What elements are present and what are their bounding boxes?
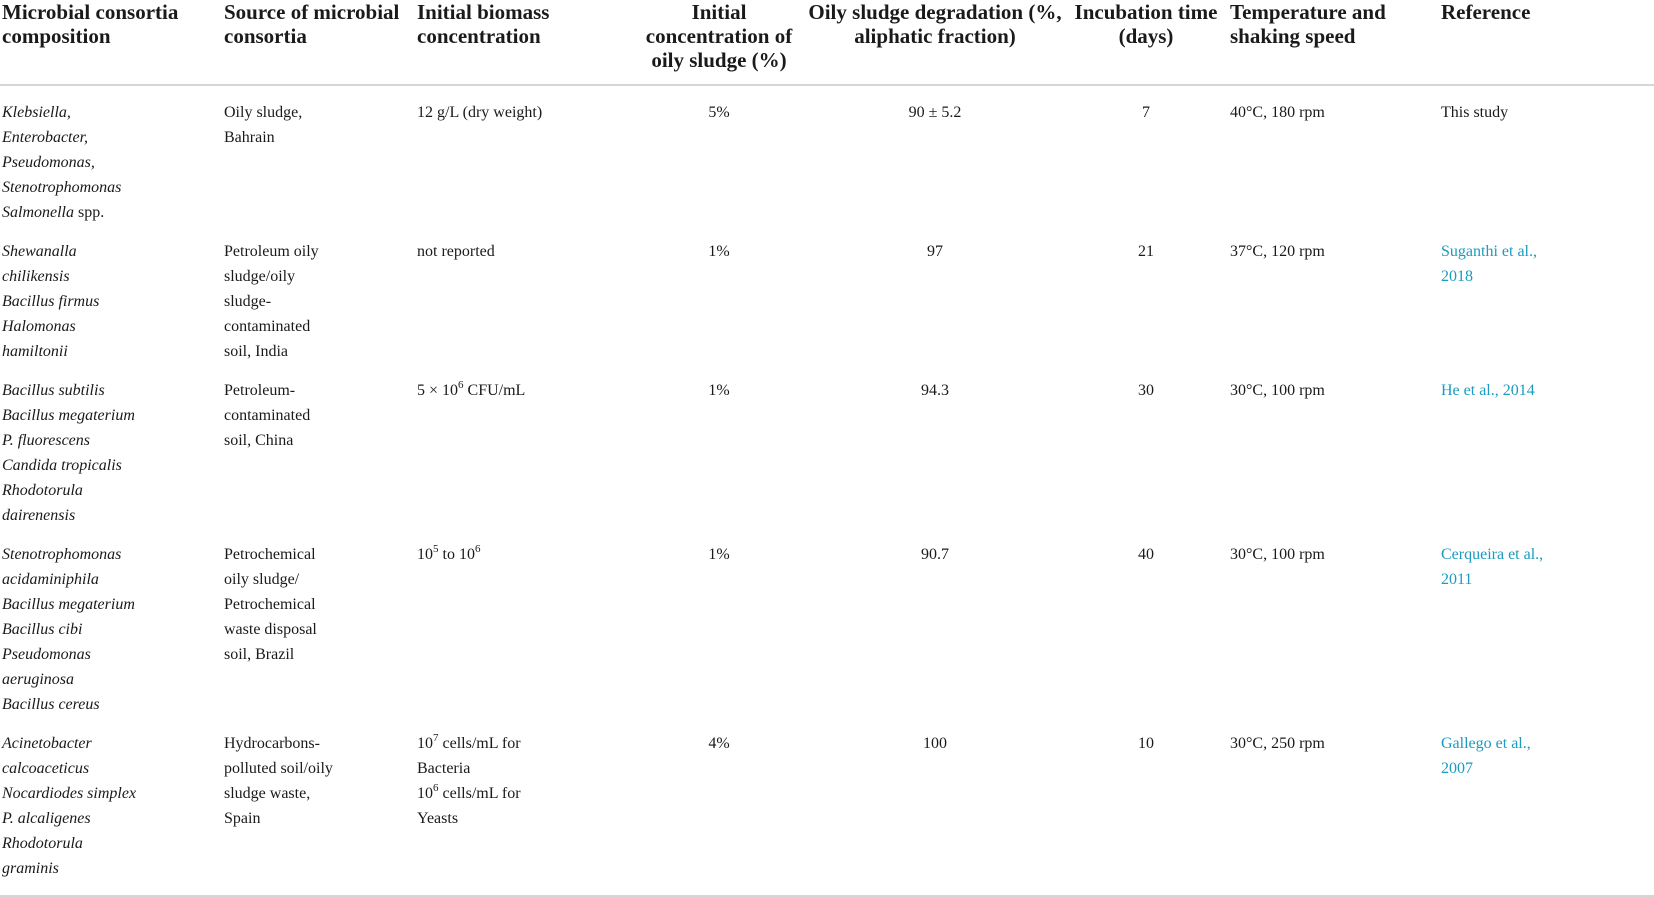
table-row [0, 717, 1654, 896]
header-degradation: Oily sludge degradation (%, aliphatic fraction) [808, 0, 1062, 85]
biomass-cell [417, 717, 630, 896]
source-text: Petrochemical oily sludge/ Petrochemical waste disposal soil, Brazil [224, 546, 317, 663]
biomass-target: Bacteria [417, 760, 471, 777]
biomass-base: 10 [417, 546, 433, 563]
biomass-base: 5 × 10 [417, 382, 459, 399]
sludge-cell: 1% [708, 243, 730, 260]
organism-name: Halomonas [2, 318, 76, 335]
header-temperature: Temperature and shaking speed [1230, 0, 1441, 85]
biomass-line [417, 781, 630, 806]
table-row [0, 225, 1654, 364]
organism-name: Nocardiodes simplex [2, 785, 137, 802]
incubation-cell: 40 [1138, 546, 1154, 563]
organisms-cell [0, 364, 224, 528]
source-text: Petroleum oily sludge/oily sludge- contaminated soil, India [224, 243, 319, 360]
reference-cell [1441, 85, 1654, 225]
temperature-cell: 37°C, 120 rpm [1230, 243, 1325, 260]
biomass-cell [417, 364, 630, 528]
organism-name: hamiltonii [2, 343, 68, 360]
organism-name: Bacillus megaterium [2, 596, 135, 613]
organism-name: Acinetobacter [2, 735, 92, 752]
reference-cell[interactable] [1441, 717, 1654, 896]
header-sludge-concentration: Initial concentration of oily sludge (%) [630, 0, 808, 85]
biomass-base: 10 [417, 735, 433, 752]
temperature-cell: 30°C, 100 rpm [1230, 382, 1325, 399]
organism-name: P. alcaligenes [2, 810, 91, 827]
header-incubation: Incubation time (days) [1062, 0, 1230, 85]
sludge-cell: 4% [630, 717, 808, 896]
biomass-exponent: 7 [433, 731, 439, 744]
temperature-cell: 30°C, 100 rpm [1230, 546, 1325, 563]
sludge-cell: 1% [708, 546, 730, 563]
degradation-cell: 90 ± 5.2 [908, 104, 962, 121]
organism-name: aeruginosa [2, 671, 74, 688]
organism-name: Bacillus cibi [2, 621, 83, 638]
header-row [0, 0, 1654, 85]
temperature-cell: 30°C, 250 rpm [1230, 717, 1441, 896]
organism-name: Bacillus cereus [2, 696, 100, 713]
organism-name: Candida tropicalis [2, 457, 122, 474]
organism-name: Bacillus megaterium [2, 407, 135, 424]
header-source: Source of microbial consortia [224, 0, 417, 85]
organism-name: Rhodotorula [2, 482, 83, 499]
source-cell [224, 364, 417, 528]
source-cell [224, 85, 417, 225]
incubation-cell: 21 [1138, 243, 1154, 260]
organism-name: Stenotrophomonas [2, 179, 122, 196]
organism-genus: Salmonella [2, 204, 74, 221]
organism-name: P. fluorescens [2, 432, 90, 449]
organism-name: dairenensis [2, 507, 76, 524]
reference-cell[interactable] [1441, 528, 1654, 717]
biomass-cell: not reported [417, 243, 495, 260]
organism-name: Bacillus firmus [2, 293, 100, 310]
header-reference: Reference [1441, 0, 1654, 85]
reference-link[interactable]: Cerqueira et al., 2011 [1441, 546, 1544, 588]
organism-name: Klebsiella, [2, 104, 71, 121]
degradation-cell: 94.3 [921, 382, 949, 399]
organisms-cell [0, 528, 224, 717]
organism-name [2, 200, 224, 225]
source-cell [224, 528, 417, 717]
biomass-unit: CFU/mL [463, 382, 526, 399]
biomass-range-text: to 10 [438, 546, 475, 563]
incubation-cell: 10 [1062, 717, 1230, 896]
biomass-cell [417, 528, 630, 717]
biomass-exponent: 5 [433, 542, 439, 555]
source-text: Oily sludge, Bahrain [224, 104, 303, 146]
organism-name: Enterobacter, [2, 129, 89, 146]
reference-cell[interactable] [1441, 364, 1654, 528]
reference-link[interactable]: Gallego et al., 2007 [1441, 735, 1531, 777]
biomass-line [417, 731, 630, 756]
organisms-cell [0, 717, 224, 896]
incubation-cell: 30 [1138, 382, 1154, 399]
reference-cell[interactable] [1441, 225, 1654, 364]
source-text: Hydrocarbons- polluted soil/oily sludge waste, Spain [224, 735, 333, 827]
biomass-exponent: 6 [474, 542, 481, 555]
header-biomass: Initial biomass concentration [417, 0, 630, 85]
sludge-cell: 5% [708, 104, 730, 121]
table-row [0, 364, 1654, 528]
reference-text: This study [1441, 104, 1509, 121]
organism-name: Shewanalla [2, 243, 77, 260]
table-row [0, 528, 1654, 717]
biomass-unit: cells/mL for [438, 735, 521, 752]
organism-suffix: spp. [74, 204, 105, 221]
organism-name: Pseudomonas, [2, 154, 95, 171]
organism-name: Bacillus subtilis [2, 382, 105, 399]
reference-link[interactable]: Suganthi et al., 2018 [1441, 243, 1537, 285]
source-cell [224, 717, 417, 896]
biomass-exponent: 6 [433, 781, 439, 794]
degradation-cell: 90.7 [921, 546, 949, 563]
temperature-cell: 40°C, 180 rpm [1230, 104, 1325, 121]
table-row [0, 85, 1654, 225]
incubation-cell: 7 [1142, 104, 1150, 121]
organism-name: Rhodotorula [2, 835, 83, 852]
organism-name: chilikensis [2, 268, 70, 285]
organism-name: acidaminiphila [2, 571, 99, 588]
header-composition: Microbial consortia composition [0, 0, 224, 85]
organism-name: calcoaceticus [2, 760, 90, 777]
biomass-cell: 12 g/L (dry weight) [417, 104, 543, 121]
organisms-cell [0, 85, 224, 225]
organisms-cell [0, 225, 224, 364]
source-cell [224, 225, 417, 364]
organism-name: graminis [2, 860, 59, 877]
source-text: Petroleum- contaminated soil, China [224, 382, 311, 449]
sludge-cell: 1% [708, 382, 730, 399]
reference-link[interactable]: He et al., 2014 [1441, 382, 1535, 399]
biomass-target: Yeasts [417, 810, 459, 827]
organism-name: Stenotrophomonas [2, 546, 122, 563]
biomass-exponent: 6 [458, 378, 464, 391]
biomass-unit: cells/mL for [438, 785, 521, 802]
organism-name: Pseudomonas [2, 646, 91, 663]
degradation-cell: 97 [927, 243, 943, 260]
biomass-base: 10 [417, 785, 433, 802]
degradation-cell: 100 [808, 717, 1062, 896]
